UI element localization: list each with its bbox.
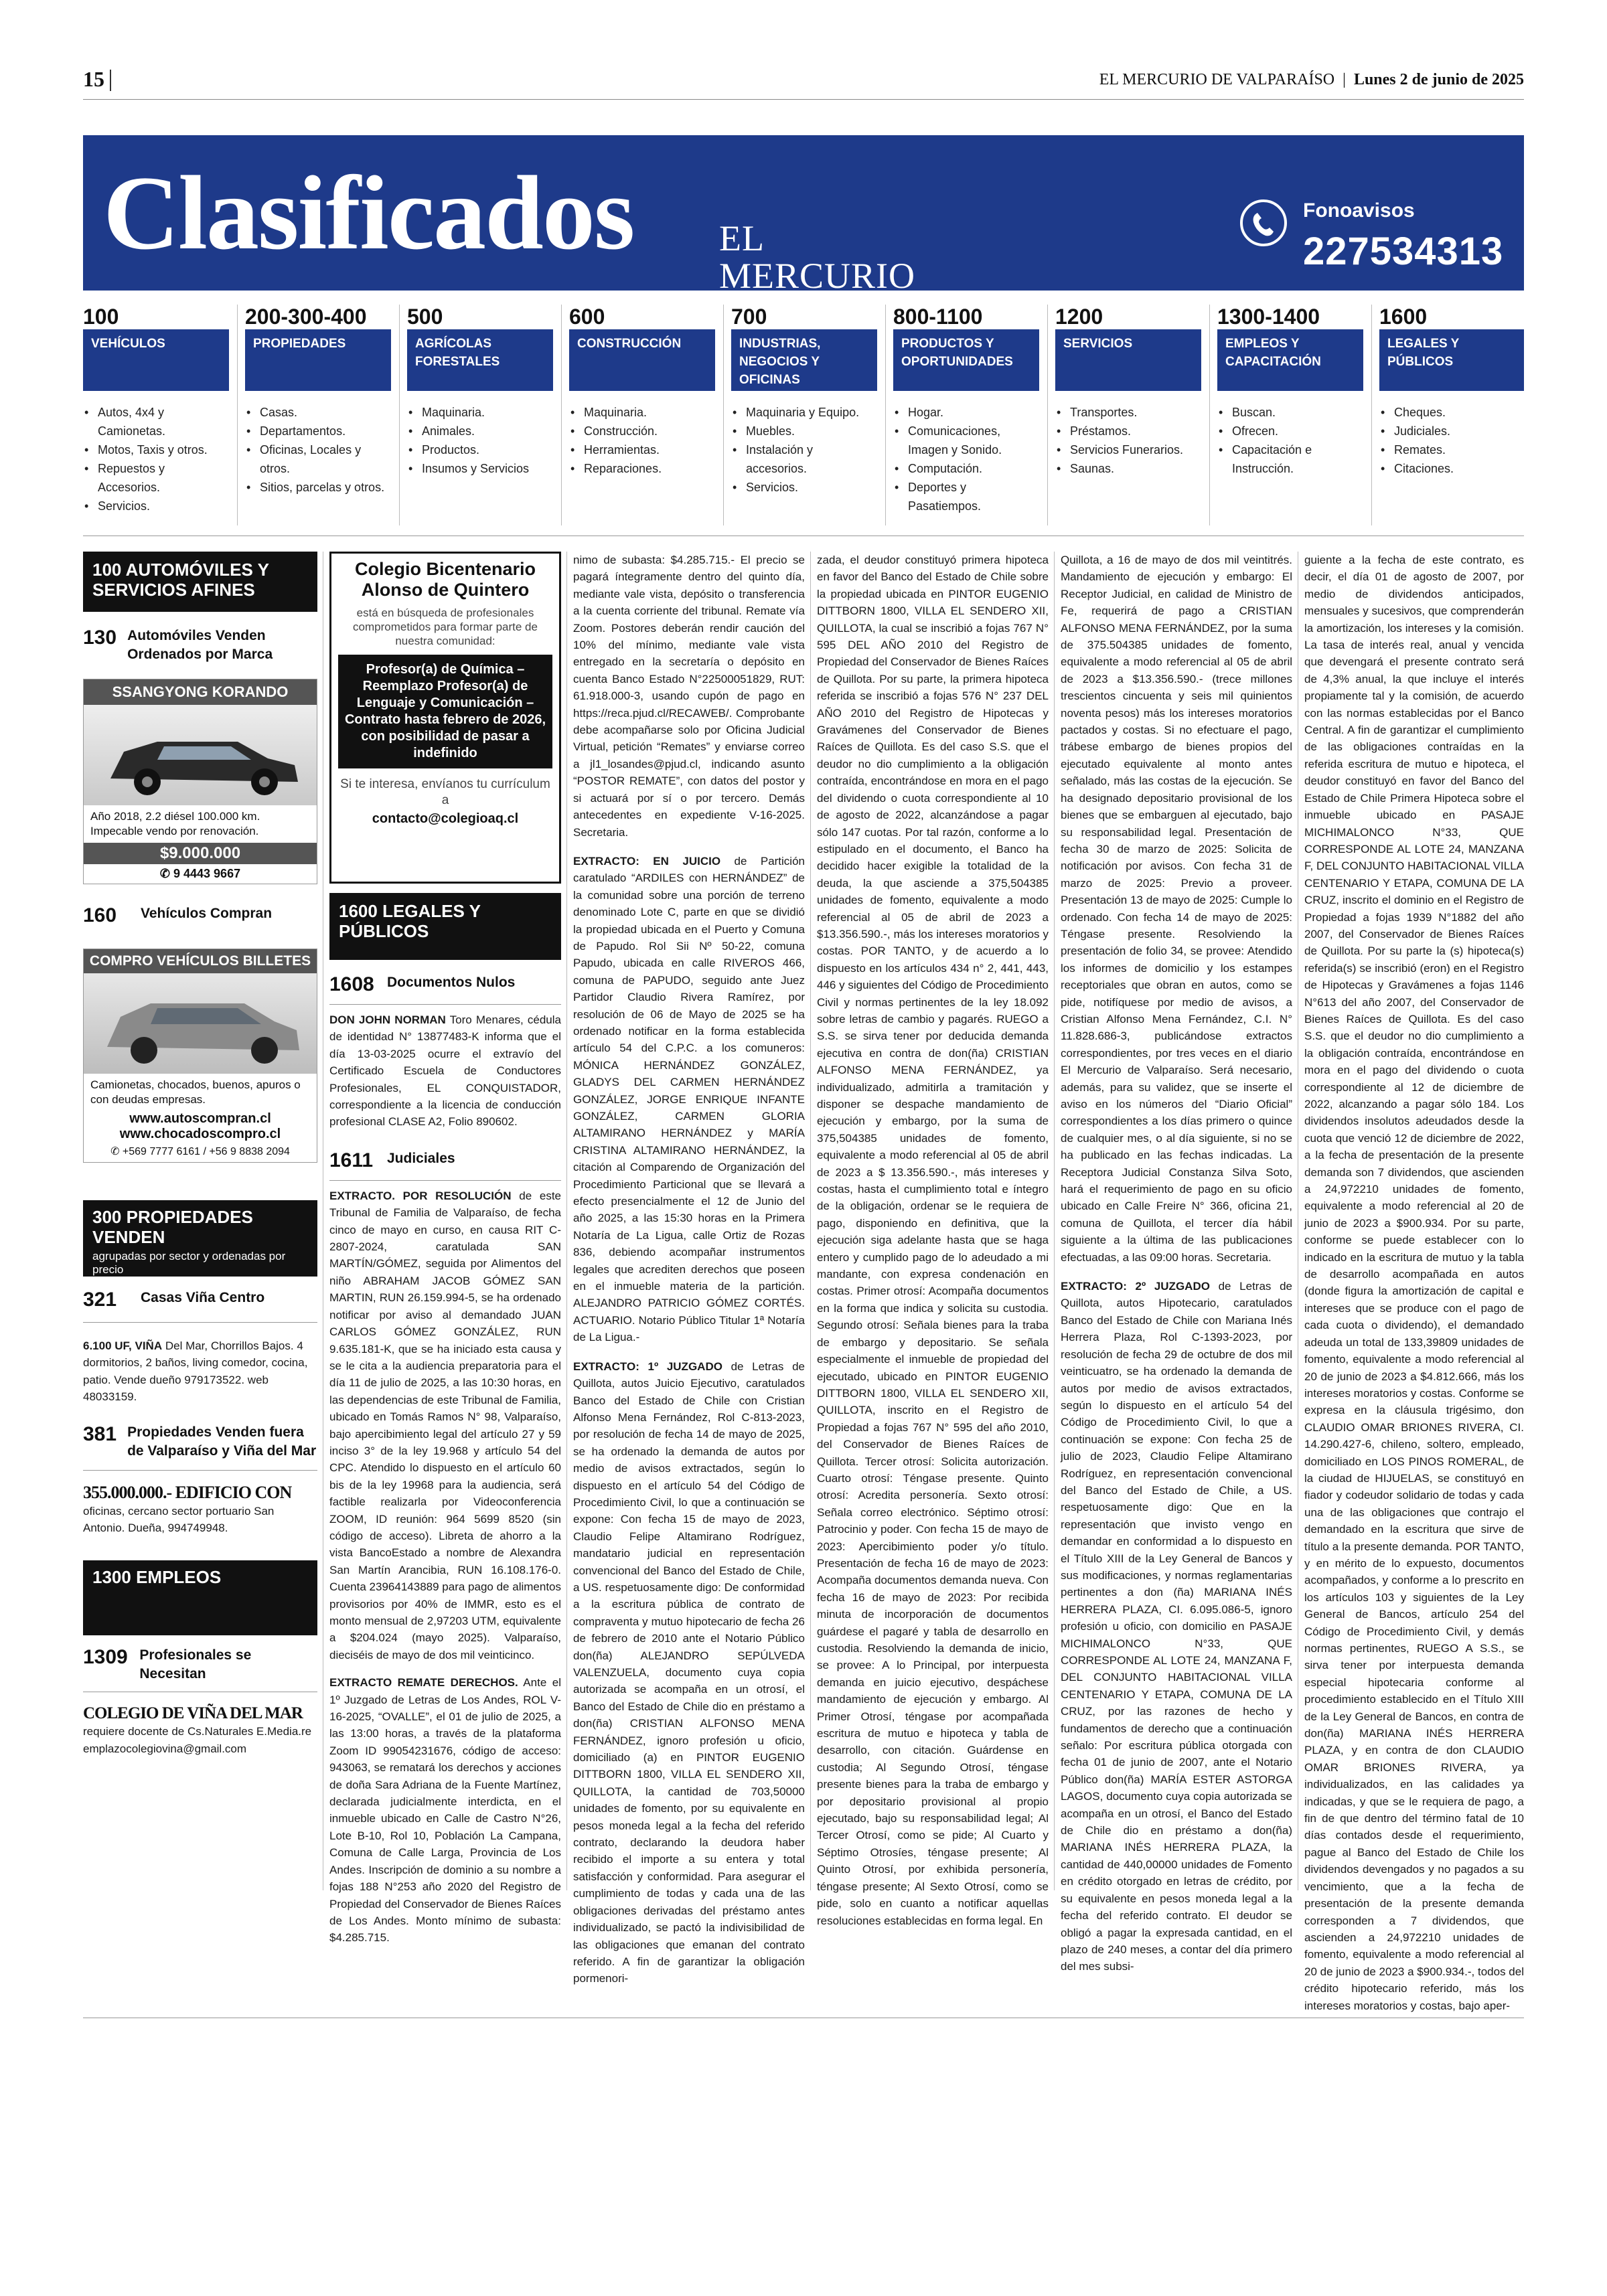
ad-text: requiere docente de Cs.Naturales E.Media.reemplazocolegiovina@gmail.com — [83, 1725, 312, 1755]
category-item: • Sitios, parcelas y otros. — [245, 478, 391, 497]
column-rule — [1054, 552, 1055, 1890]
ad-text: Del Mar, Chorrillos Bajos. 4 dormitorios, 2 baños, living comedor, cocina, patio. Vende dueño 979173522. web 48033159. — [83, 1339, 308, 1404]
ad-lead: EXTRACTO REMATE DERECHOS. — [329, 1676, 518, 1690]
category-1200[interactable] — [1055, 305, 1201, 478]
column-rule — [810, 552, 811, 1890]
category-divider — [1209, 305, 1210, 525]
ad-text: Toro Menares, cédula de identidad N° 13877483-K informa que el día 13-03-2025 ocurre el extravío del Certificado Escuela de Conductores Profesionales, EL CONQUISTADOR, correspondiente a la licencia de conducción profesional CLASE A2, Folio 890602. — [329, 1013, 561, 1129]
category-item: • Servicios Funerarios. — [1055, 440, 1201, 459]
category-number: 1300-1400 — [1217, 305, 1320, 329]
subsection-number: 381 — [83, 1422, 117, 1445]
banner-title: Clasificados — [103, 155, 634, 272]
ad-email[interactable]: contacto@colegioaq.cl — [372, 811, 519, 826]
category-items — [83, 403, 229, 515]
category-divider — [1047, 305, 1048, 525]
subsection-160[interactable] — [83, 904, 317, 927]
ad-description: Año 2018, 2.2 diésel 100.000 km. Impecable vendo por renovación. — [90, 810, 260, 837]
ad-intro: está en búsqueda de profesionales comprometidos para formar parte de nuestra comunidad: — [353, 606, 538, 647]
category-title: PROPIEDADES — [245, 329, 391, 391]
subsection-1608[interactable] — [329, 973, 561, 996]
category-item: • Muebles. — [731, 422, 877, 440]
category-divider — [561, 305, 562, 525]
category-item: • Repuestos y Accesorios. — [83, 459, 229, 497]
category-title: CONSTRUCCIÓN — [569, 329, 715, 391]
category-item: • Servicios. — [83, 497, 229, 515]
category-items — [731, 403, 877, 497]
category-item: • Productos. — [407, 440, 553, 459]
ad-edificio[interactable] — [83, 1483, 317, 1537]
category-item: • Ofrecen. — [1217, 422, 1363, 440]
category-item: • Judiciales. — [1379, 422, 1524, 440]
category-item: • Cheques. — [1379, 403, 1524, 422]
category-item: • Departamentos. — [245, 422, 391, 440]
column-2 — [329, 552, 561, 2009]
category-item: • Capacitación e Instrucción. — [1217, 440, 1363, 478]
subsection-name: Automóviles Venden Ordenados por Marca — [127, 628, 273, 662]
phone-icon — [1240, 199, 1287, 246]
category-number: 800-1100 — [893, 305, 983, 329]
category-item: • Préstamos. — [1055, 422, 1201, 440]
category-items — [407, 403, 553, 478]
subsection-name: Profesionales se Necesitan — [139, 1647, 252, 1682]
ad-website[interactable]: www.chocadoscompro.cl — [119, 1127, 281, 1141]
subsection-number: 160 — [83, 904, 117, 926]
subsection-number: 1309 — [83, 1646, 128, 1669]
subsection-name: Documentos Nulos — [387, 975, 516, 990]
category-item: • Motos, Taxis y otros. — [83, 440, 229, 459]
ad-lead: COLEGIO DE VIÑA DEL MAR — [83, 1704, 303, 1723]
ad-documento-nulo[interactable] — [329, 1011, 561, 1131]
category-items — [893, 403, 1039, 515]
ad-colegio-bicentenario[interactable] — [329, 552, 561, 884]
suv-photo — [84, 973, 317, 1074]
category-700[interactable] — [731, 305, 877, 497]
ad-juicio-ejecutivo[interactable] — [573, 1358, 805, 2248]
ad-text: Ante el 1º Juzgado de Letras de Los Andes, ROL V-16-2025, “OVALLE”, el 01 de julio de 2025, a las 13:00 horas, a través de la plataforma Zoom ID 99054231676, código de acceso: 943063, se rematará los derechos y acciones de doña Sara Adriana de la Fuente Martínez, declarada judicialmente interdicta, en el inmueble ubicado en Calle de Castro N°26, Lote B-10, Rol 10, Población La Campana, Comuna de Calle Larga, Provincia de Los Andes. Inscripción de dominio a su nombre a fojas 188 N°253 año 2020 del Registro de Propiedad del Conservador de Bienes Raíces de Los Andes. Monto mínimo de subasta: $4.285.715. — [329, 1676, 561, 1945]
ad-compro-vehiculos[interactable] — [83, 949, 317, 1163]
category-divider — [399, 305, 400, 525]
category-item: • Insumos y Servicios — [407, 459, 553, 478]
category-number: 1200 — [1055, 305, 1103, 329]
mercurio-logo — [719, 220, 967, 307]
ad-text: de este Tribunal de Familia de Valparaíso, de fecha cinco de mayo en curso, en causa RIT C-2807-2024, caratulada SAN MARTÍN/GÓMEZ, seguida por Alimentos del niño ABRAHAM JACOB GÓMEZ SAN MARTIN, RUN 26.159.994-5, se ha ordenado notificar por aviso al demandado JUAN CARLOS GÓMEZ GONZÁLEZ, RUN 9.635.181-K, que se ha iniciado esta causa y se le cita a la audiencia preparatoria para el día 11 de julio de 2025, a las 10:30 horas, en las dependencias de este Tribunal de Familia, ubicado en Tomás Ramos N° 98, Valparaíso, bajo apercibimiento legal del artículo 27 y 59 inciso 3° de la ley 19.968 y artículo 54 del CPC. Atendido lo dispuesto en el artículo 60 bis de la ley 19968 para la audiencia, será factible realizarla por Videoconferencia ZOOM, ID reunión: 964 5699 8520 (sin código de acceso). Libreta de ahorro a la vista BancoEstado a nombre de Alexandra San Martín Arancibia, RUN 16.108.176-0. Cuenta 23964143889 para pago de alimentos provisorios por 40% de IMMR, esto es el monto mensual de 2,97203 UTM, equivalente a $204.024 (mayo 2025). Valparaíso, dieciséis de mayo de dos mil veinticinco. — [329, 1189, 561, 1661]
page-number-separator — [110, 70, 111, 91]
header-divider: | — [1343, 71, 1346, 88]
category-item: • Deportes y Pasatiempos. — [893, 478, 1039, 515]
category-800[interactable] — [893, 305, 1039, 515]
ad-cta: Si te interesa, envíanos tu currículum a — [340, 777, 550, 807]
category-item: • Animales. — [407, 422, 553, 440]
subsection-number: 321 — [83, 1289, 117, 1311]
category-items — [1379, 403, 1524, 478]
category-number: 600 — [569, 305, 605, 329]
subsection-1309[interactable] — [83, 1646, 317, 1684]
subsection-rule — [329, 1180, 561, 1181]
category-item: • Maquinaria. — [407, 403, 553, 422]
category-100[interactable] — [83, 305, 229, 515]
ad-hipotecario[interactable] — [1061, 1278, 1292, 1987]
category-item: • Construcción. — [569, 422, 715, 440]
category-1300[interactable] — [1217, 305, 1363, 478]
ad-hipotecario-continuacion[interactable]: guiente a la fecha de este contrato, es decir, el día 01 de agosto de 2007, por medio de dividendos anticipados, mensuales y sucesivos, que comprenderán la amortización, los intereses y la comisión. La tasa de interés real, anual y vencida que devengará el presente contrato será de 4,3% anual, la que incluye el interés propiamente tal y la comisión, de acuerdo con las normas establecidas por el Banco Central. A fin de garantizar el cumplimiento de las obligaciones contraídas en la referida escritura de mutuo e hipoteca, el deudor constituyó en favor del Banco del Estado de Chile Primera Hipoteca sobre el inmueble ubicado en PASAJE MICHIMALONCO N°33, QUE CORRESPONDE AL LOTE 24, MANZANA F, DEL CONJUNTO HABITACIONAL VILLA CENTENARIO Y ETAPA, COMUNA DE LA CRUZ, inscrito el dominio en el Registro de Propiedad a fojas 1939 N°1882 del año 2007, del Conservador de Bienes Raíces de Quillota. Por su parte la (s) hipoteca(s) referida(s) se inscribió (eron) en el Registro de Hipotecas y Gravámenes a fojas 1146 N°613 del año 2007, del Conservador de Bienes Raíces de Quillota. Es del caso S.S. que el deudor no dio cumplimiento a la obligación contraída, encontrándose en mora en el pago del dividendo o cuota correspondiente al 12 de diciembre de 2022, alcanzando a pagar sólo 184. Los dividendos insolutos adeudados desde la cuota que venció 12 de diciembre de 2022, a la fecha de presentación de la presente demanda son 7 dividendos, que ascienden a 24,972210 unidades de fomento, equivalente a modo referencial al 20 de junio de 2023 a $900.934. Por su parte, conforme se puede establecer con lo indicado en la escritura de mutuo y la tabla de desarrollo acompañada en autos (donde figura la amortización de capital e intereses que se produce con el pago de cada cuota o dividendo), el demandado adeuda un total de 133,39809 unidades de fomento, equivalente a modo referencial al 20 de junio de 2023 a $4.812.666, más los intereses moratorios y costas. Conforme se expresa en la cláusula trigésimo, don CLAUDIO OMAR BRIONES RIVERA, CI. 14.290.427-6, chileno, soltero, empleado, domiciliado en LOS PINOS ROMERAL, de la ciudad de HIJUELAS, se constituyó en fiador y codeudor solidario de todas y cada una de las obligaciones que contrajo el demandado en la escritura que sirve de título a la presente demanda. POR TANTO, y en mérito de lo expuesto, documentos acompañados, y conforme a lo prescrito en los artículos 103 y siguientes de la Ley General de Bancos, artículo 254 del Código de Procedimiento Civil, y demás normas pertinentes, RUEGO A S.S., se sirva tener por interpuesta demanda especial hipotecaria conforme al procedimiento establecido en el Título XIII de la Ley General de Bancos, en contra de don(ña) MARIANA INÉS HERRERA PLAZA, y en contra de don CLAUDIO OMAR BRIONES RIVERA, ya individualizados, en las calidades ya indicadas, y que se le requiera de pago, a fin de que dentro del término fatal de 10 días contados desde el requerimiento, pague al Banco del Estado de Chile los dividendos devengados y no pagados a su vencimiento, que a la fecha de presentación de la presente demanda corresponden a 7 dividendos, que ascienden a 24,972210 unidades de fomento, equivalente a modo referencial al 20 de junio de 2023 a $900.934.-, todos del crédito hipotecario referido, más los intereses moratorios y costas, bajo aper- — [1304, 554, 1524, 2012]
ad-text: de Letras de Quillota, autos Hipotecario, caratulados Banco del Estado de Chile con Mariana Inés Herrera Plaza, Rol C-1393-2023, por resolución de fecha 29 de octubre de dos mil veinticuatro, se ha ordenado la demanda de autos por medio de avisos extractados, según lo dispuesto en el artículo 54 del Código de Procedimiento Civil, lo que a continuación se expone: Con fecha 25 de julio de 2023, Claudio Felipe Altamirano Rodríguez, en representación convencional del Banco del Estado de Chile, a US. respetuosamente digo: Que en la representación que invisto vengo en demandar en conformidad a lo dispuesto en el Título XIII de la Ley General de Bancos y sus modificaciones, y normas reglamentarias pertinentes a don (ña) MARIANA INÉS HERRERA PLAZA, CI. 6.095.086-5, ignoro profesión u oficio, con domicilio en PASAJE MICHIMALONCO N°33, QUE CORRESPONDE AL LOTE 24, MANZANA F, DEL CONJUNTO HABITACIONAL VILLA CENTENARIO Y ETAPA, COMUNA DE LA CRUZ, por las razones de hecho y fundamentos de derecho que a continuación señalo: Por escritura pública otorgada con fecha 01 de junio de 2007, ante el Notario Público don(ña) MARÍA ESTER ASTORGA LAGOS, documento cuya copia autorizada se acompaña en un otrosí, el Banco del Estado de Chile dio en préstamo a don(ña) MARIANA INÉS HERRERA PLAZA, la cantidad de 440,00000 unidades de Fomento en crédito otorgado en letras de crédito, por su equivalente en pesos moneda legal a la fecha del referido contrato. El deudor se obligó a pagar la expresada cantidad, en el plazo de 240 meses, a contar del día primero del mes subsi- — [1061, 1280, 1292, 1973]
category-item: • Maquinaria. — [569, 403, 715, 422]
category-item: • Computación. — [893, 459, 1039, 478]
column-4 — [817, 552, 1049, 1927]
ad-lead: EXTRACTO: 1º JUZGADO — [573, 1360, 722, 1373]
subsection-name: Casas Viña Centro — [141, 1290, 265, 1305]
ad-description: Camionetas, chocados, buenos, apuros o con deudas empresas. — [90, 1078, 301, 1106]
ad-judicial-alimentos[interactable] — [329, 1187, 561, 1663]
section-propiedades — [83, 1200, 317, 1277]
clasificados-banner — [83, 135, 1524, 306]
publication-name: EL MERCURIO DE VALPARAÍSO — [1099, 71, 1335, 88]
ad-judicial-remate[interactable] — [329, 1674, 561, 2009]
ad-lead: EXTRACTO: EN JUICIO — [573, 854, 721, 868]
category-items — [245, 403, 391, 497]
ad-text: de Letras de Quillota, autos Juicio Ejecutivo, caratulados Banco del Estado de Chile con Cristian Alfonso Mena Fernández, Rol C-813-2023, por resolución de fecha 14 de mayo de 2025, se ha ordenado la demanda de autos por medio de avisos extractados, según lo dispuesto en el artículo 54 del Código de Procedimiento Civil, lo que a continuación se expone: Con fecha 15 de mayo de 2023, Claudio Felipe Altamirano Rodríguez, mandatario judicial en representación convencional del Banco del Estado de Chile, a US. respetuosamente digo: De conformidad a la escritura pública de contrato de compraventa y mutuo hipotecario de fecha 26 de febrero de 2010 ante el Notario Público don(ña) ALEJANDRO SEPÚLVEDA VALENZUELA, documento cuya copia autorizada se acompaña en un otrosí, el Banco del Estado de Chile dio en préstamo a don(ña) CRISTIAN ALFONSO MENA FERNÁNDEZ, ignoro profesión u oficio, domiciliado (a) en PINTOR EUGENIO DITTBORN 1800, VILLA EL SENDERO XII, QUILLOTA, la cantidad de 703,50000 unidades de fomento, por su equivalente en pesos moneda legal a la fecha del referido contrato, declarando la deudora haber recibido el importe a su entera y total satisfacción y conformidad. Para asegurar el cumplimiento de todas y cada una de las obligaciones derivadas del préstamo antes individualizado, se pactó la indivisibilidad de las obligaciones que emanan del contrato referido. A fin de garantizar la obligación pormenori- — [573, 1360, 805, 1985]
category-index — [83, 305, 1524, 525]
section-empleos: 1300 EMPLEOS — [83, 1560, 317, 1635]
ad-website[interactable]: www.autoscompran.cl — [129, 1111, 271, 1126]
category-item: • Instalación y accesorios. — [731, 440, 877, 478]
category-divider — [237, 305, 238, 525]
category-item: • Casas. — [245, 403, 391, 422]
ad-lead: 355.000.000.- EDIFICIO CON — [83, 1482, 292, 1502]
section-automoviles: 100 AUTOMÓVILES Y SERVICIOS AFINES — [83, 552, 317, 612]
category-number: 700 — [731, 305, 767, 329]
category-item: • Saunas. — [1055, 459, 1201, 478]
fonoavisos-number: 227534313 — [1303, 230, 1504, 273]
column-rule — [566, 552, 567, 1890]
category-divider — [1371, 305, 1372, 525]
subsection-1611[interactable] — [329, 1149, 561, 1172]
category-number: 1600 — [1379, 305, 1428, 329]
subsection-321[interactable] — [83, 1289, 317, 1311]
section-legales: 1600 LEGALES Y PÚBLICOS — [329, 893, 561, 960]
ad-ssangyong[interactable] — [83, 679, 317, 884]
column-1 — [83, 552, 317, 1757]
category-item: • Comunicaciones, Imagen y Sonido. — [893, 422, 1039, 459]
category-item: • Hogar. — [893, 403, 1039, 422]
subsection-number: 130 — [83, 627, 117, 649]
category-item: • Buscan. — [1217, 403, 1363, 422]
ad-lead: EXTRACTO. POR RESOLUCIÓN — [329, 1189, 512, 1202]
page-number: 15 — [83, 67, 104, 91]
car-photo — [84, 705, 317, 805]
subsection-number: 1608 — [329, 973, 374, 995]
category-title: AGRÍCOLAS FORESTALES — [407, 329, 553, 391]
column-5 — [1061, 552, 1292, 1987]
ad-text: de Partición caratulado “ARDILES con HERNÁNDEZ” de la comunidad sobre una porción de terreno denominado Lote C, parte en que se dividió la propiedad ubicada en el Puerto y Comuna de Papudo. Rol Sii Nº 50-22, comuna Papudo, ubicada en calle RIVEROS 466, comuna de PAPUDO, seguido ante Juez Partidor Claudio Rivera Ramírez, por resolución de 06 de Mayo de 2025 se ha ordenado notificar en la forma establecida artículo 54 del C.P.C. a los comuneros: MÓNICA HERNÁNDEZ GONZÁLEZ, GLADYS DEL CARMEN HERNÁNDEZ GONZÁLEZ, JORGE ENRIQUE INFANTE GONZÁLEZ, CARMEN GLORIA ALTAMIRANO HERNÁNDEZ y MARÍA CRISTINA ALTAMIRANO HERNÁNDEZ, la citación al Comparendo de Organización del Procedimiento Particional que se llevará a efecto presencialmente el 12 de Junio del año 2025, a las 15:30 horas en la Primera Notaría de La Ligua, calle Ortiz de Rozas 836, debiendo acompañar instrumentos legales que acrediten derechos que poseen en el inmueble materia de la partición. ALEJANDRO PATRICIO GÓMEZ CORTÉS. ACTUARIO. Notario Público Titular 1ª Notaría de La Ligua.- — [573, 854, 805, 1344]
logo-main: EL MERCURIO — [719, 220, 967, 296]
category-divider — [723, 305, 724, 525]
ad-lead: 6.100 UF, VIÑA — [83, 1339, 163, 1352]
column-3 — [573, 552, 805, 2248]
ad-phone[interactable]: ✆ +569 7777 6161 / +56 9 8838 2094 — [110, 1146, 290, 1157]
subsection-name: Vehículos Compran — [141, 906, 273, 921]
category-number: 500 — [407, 305, 443, 329]
ad-title: Colegio Bicentenario Alonso de Quintero — [354, 559, 536, 600]
category-items — [569, 403, 715, 478]
category-600[interactable] — [569, 305, 715, 478]
category-item: • Transportes. — [1055, 403, 1201, 422]
ad-lead: EXTRACTO: 2º JUZGADO — [1061, 1280, 1210, 1293]
subsection-rule — [329, 1004, 561, 1005]
category-item: • Reparaciones. — [569, 459, 715, 478]
category-title: LEGALES Y PÚBLICOS — [1379, 329, 1524, 391]
ad-positions: Profesor(a) de Química – Reemplazo Profesor(a) de Lenguaje y Comunicación – Contrato hasta febrero de 2026, con posibilidad de pasar a indefinido — [338, 655, 552, 768]
category-item: • Remates. — [1379, 440, 1524, 459]
ad-casa-vina[interactable] — [83, 1337, 317, 1406]
category-number: 100 — [83, 305, 119, 329]
ad-remate-continuacion[interactable]: nimo de subasta: $4.285.715.- El precio se pagará íntegramente dentro del quinto día, mediante vale vista, depósito o transferencia a la cuenta corriente del tribunal. Remate vía Zoom. Postores deberán rendir caución del 10% del mínimo, mediante vale vista entregado en la secretaría o depósito en cuenta Banco Estado N°22500051829, RUT: 61.918.000-3, usando cupón de pago en https://reca.pjud.cl/RECAWEB/. Comprobante debe acompañarse solo por Oficina Judicial Virtual, petición “Remates” y enviarse correo a jl1_losandes@pjud.cl, indicando asunto “POSTOR REMATE”, con datos del postor y si actuará por sí o por tercero. Demás antecedentes en expediente V-16-2025. Secretaria. — [573, 554, 805, 839]
ad-particion[interactable] — [573, 853, 805, 1346]
subsection-130[interactable] — [83, 627, 317, 664]
header-publication — [1099, 71, 1524, 89]
category-item: • Maquinaria y Equipo. — [731, 403, 877, 422]
subsection-number: 1611 — [329, 1149, 374, 1171]
header-rule — [83, 99, 1524, 100]
ad-price: $9.000.000 — [84, 843, 317, 864]
subsection-name: Propiedades Venden fuera de Valparaíso y Viña del Mar — [127, 1424, 317, 1459]
category-number: 200-300-400 — [245, 305, 367, 329]
category-1600[interactable] — [1379, 305, 1524, 478]
category-title: EMPLEOS Y CAPACITACIÓN — [1217, 329, 1363, 391]
category-item: • Oficinas, Locales y otros. — [245, 440, 391, 478]
subsection-rule — [83, 1322, 317, 1323]
publication-date: Lunes 2 de junio de 2025 — [1353, 71, 1524, 88]
category-500[interactable] — [407, 305, 553, 478]
category-item: • Citaciones. — [1379, 459, 1524, 478]
subsection-rule — [83, 1470, 317, 1471]
section-subtitle: agrupadas por sector y ordenadas por precio — [92, 1250, 286, 1276]
ad-colegio-vina[interactable] — [83, 1704, 317, 1757]
category-title: INDUSTRIAS, NEGOCIOS Y OFICINAS — [731, 329, 877, 391]
category-title: PRODUCTOS Y OPORTUNIDADES — [893, 329, 1039, 391]
category-200[interactable] — [245, 305, 391, 497]
category-item: • Autos, 4x4 y Camionetas. — [83, 403, 229, 440]
ad-title: COMPRO VEHÍCULOS BILLETES — [84, 949, 317, 973]
subsection-381[interactable] — [83, 1423, 317, 1461]
ad-lead: DON JOHN NORMAN — [329, 1013, 446, 1026]
category-item: • Herramientas. — [569, 440, 715, 459]
ad-phone[interactable]: ✆ 9 4443 9667 — [159, 867, 241, 880]
ad-title: SSANGYONG KORANDO — [84, 679, 317, 705]
logo-sub: DE VALPARAÍSO — [900, 296, 967, 306]
category-title: SERVICIOS — [1055, 329, 1201, 391]
category-items — [1055, 403, 1201, 478]
category-items — [1217, 403, 1363, 478]
category-divider — [885, 305, 886, 525]
section-title: 300 PROPIEDADES VENDEN — [92, 1207, 253, 1247]
ad-mandamiento[interactable]: Quillota, a 16 de mayo de dos mil veintitrés. Mandamiento de ejecución y embargo: El Receptor Judicial, en calidad de Ministro de Fe, requerirá de pago a CRISTIAN ALFONSO MENA FERNÁNDEZ, por la suma de 375.504385 unidades de fomento, equivalente a modo referencial al 05 de abril de 2023 a $13.356.590.- (trece millones trescientos cincuenta y seis mil quinientos noventa pesos) más los intereses moratorios pactados y costas. Si no efectuare el pago, trábese embargo de bienes propios del ejecutado equivalente al monto antes señalado, más las costas de la ejecución. Se ha designado depositario provisional de los bienes que se embarguen al ejecutado, bajo su responsabilidad legal. Presentación de fecha 30 de marzo de 2025: Solicita de notificación por avisos. Con fecha 31 de marzo de 2025: Previo a proveer. Presentación 13 de mayo de 2025: Cumple lo ordenado. Con fecha 14 de mayo de 2025: Téngase presente. Resolviendo la presentación de folio 34, se provee: Atendido los informes de domicilio y los estampes receptoriales que obran en autos, como se pide, notifíquese por medio de avisos, a Cristian Alfonso Mena Fernández, C.I. N° 11.828.686-3, publicándose extractos correspondientes, por tres veces en el diario El Mercurio de Valparaíso. Será necesario, además, para su validez, que se inserte el aviso en los números del “Diario Oficial” correspondientes a los días primero o quince de cualquier mes, o al día siguiente, si no se ha publicado en las fechas indicadas. La Receptora Judicial Constanza Silva Soto, hará el requerimiento de pago en su oficio ubicado en Calle Freire N° 366, oficina 21, comuna de Quillota, el tercer día hábil siguiente a la última de las publicaciones efectuadas, a las 09:00 horas. Secretaria. — [1061, 554, 1292, 1264]
category-item: • Servicios. — [731, 478, 877, 497]
column-6 — [1304, 552, 1524, 2012]
ad-text: oficinas, cercano sector portuario San Antonio. Dueña, 994749948. — [83, 1504, 275, 1535]
category-title: VEHÍCULOS — [83, 329, 229, 391]
fonoavisos-label: Fonoavisos — [1303, 199, 1415, 222]
ad-juicio-ejecutivo-continuacion[interactable]: zada, el deudor constituyó primera hipoteca en favor del Banco del Estado de Chile sobre la propiedad ubicada en PINTOR EUGENIO DITTBORN 1800, VILLA EL SENDERO XII, QUILLOTA, la cual se inscribió a fojas 767 N° 595 DEL AÑO 2010 del Registro de Propiedad del Conservador de Bienes Raíces de Quillota. Por su parte, la primera hipoteca referida se inscribió a fojas 576 N° 237 DEL AÑO 2010 del Registro de Hipotecas y Gravámenes del Conservador de Bienes Raíces de Quillota. Es del caso S.S. que el deudor no dio cumplimiento a la obligación contraída, encontrándose en mora en el pago del dividendo o cuota correspondiente al 10 de agosto de 2022, alcanzándose a pagar sólo 147 cuotas. Por tal razón, conforme a lo estipulado en el documento, el Banco ha decidido hacer exigible la totalidad de la deuda, la que asciende a 375,504385 unidades de fomento, equivalente a modo referencial al 05 de abril de 2023 a $13.356.590.-, más los intereses moratorios y costas. POR TANTO, y de acuerdo a lo dispuesto en los artículos 434 n° 2, 441, 443, 446 y siguientes del Código de Procedimiento Civil y normas pertinentes de la ley 18.092 sobre letras de cambio y pagarés. RUEGO a S.S. se sirva tener por deducida demanda ejecutiva en contra de don(ña) CRISTIAN ALFONSO MENA FERNÁNDEZ, ya individualizado, admitirla a tramitación y disponer se despache mandamiento de ejecución y embargo, por la suma de 375,504385 unidades de fomento, equivalente a modo referencial al 05 de abril de 2023 a $ 13.356.590.-, más intereses y costas, hasta el cumplimiento total e íntegro de la obligación, ordenar se le requiera de pago, disponiendo en definitiva, que la ejecución siga adelante hasta que se haga entero y cumplido pago de lo adeudado a mi mandante, con expresa condenación en costas. Primer otrosí: Acompaña documentos en la forma que indica y solicita su custodia. Segundo otrosí: Señala bienes para la traba de embargo y depositario. Se señala especialmente el inmueble de propiedad del ejecutado, ubicado en PINTOR EUGENIO DITTBORN 1800, VILLA EL SENDERO XII, QUILLOTA, inscrito en el Registro de Propiedad a fojas 767 N° 595 del año 2010, del Conservador de Bienes Raíces de Quillota. Tercer otrosí: Solicita autorización. Cuarto otrosí: Téngase presente. Quinto otrosí: Acredita personería. Sexto otrosí: Señala correo electrónico. Séptimo otrosí: Patrocinio y poder. Con fecha 15 de mayo de 2023: Apercibimiento poder y/o título. Presentación de fecha 16 de mayo de 2023: Acompaña documentos demanda nueva. Con fecha 16 de mayo de 2023: Por recibida minuta de incorporación de documentos guárdese el pagaré y tabla de desarrollo en custodia. Resolviendo la demanda de inicio, se provee: A lo Principal, por interpuesta demanda en juicio ejecutivo, despáchese mandamiento de ejecución y embargo. Al Primer Otrosí, téngase por acompañada escritura de mutuo e hipoteca y tabla de desarrollo, con citación. Guárdense en custodia; Al Segundo Otrosí, téngase presente bienes para la traba de embargo y por depositario provisional al propio ejecutado, bajo su responsabilidad legal; Al Tercer Otrosí, como se pide; Al Cuarto y Séptimo Otrosíes, téngase presente; Al Quinto Otrosí, por exhibida personería, téngase presente; Al Sexto Otrosí, como se pide, solo en cuanto a notificar aquellas resoluciones establecidas en forma legal. En — [817, 554, 1049, 1927]
subsection-name: Judiciales — [387, 1150, 455, 1166]
